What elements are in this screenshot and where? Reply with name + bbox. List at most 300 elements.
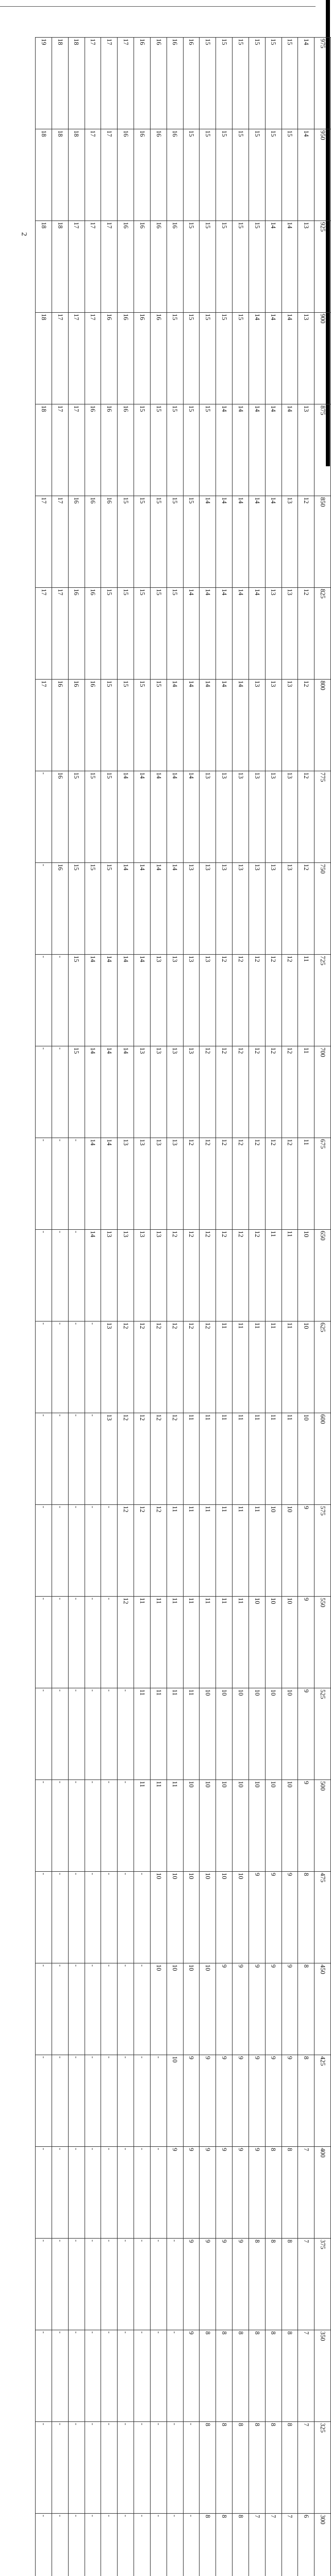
- value-cell: 9: [265, 2055, 282, 2147]
- value-cell: 17: [52, 404, 68, 496]
- row-label-cell: 525: [315, 1688, 331, 1780]
- value-cell: 11: [200, 1505, 216, 1597]
- value-cell: 10: [298, 1230, 315, 1321]
- value-cell: 16: [150, 38, 167, 129]
- value-cell: -: [52, 1230, 68, 1321]
- value-cell: 9: [233, 2055, 249, 2147]
- value-cell: 11: [200, 1413, 216, 1505]
- value-cell: 16: [52, 771, 68, 863]
- value-cell: 14: [249, 404, 265, 496]
- value-cell: 15: [68, 771, 85, 863]
- value-cell: -: [85, 2514, 101, 2576]
- value-cell: 12: [216, 1138, 233, 1230]
- value-cell: 7: [298, 2239, 315, 2330]
- value-cell: 13: [282, 771, 298, 863]
- value-cell: 14: [183, 680, 200, 771]
- value-cell: -: [52, 1413, 68, 1505]
- value-cell: 9: [298, 1505, 315, 1597]
- value-cell: 12: [200, 1138, 216, 1230]
- value-cell: 14: [265, 496, 282, 588]
- value-cell: 8: [265, 2239, 282, 2330]
- value-cell: 10: [282, 1505, 298, 1597]
- value-cell: 14: [183, 771, 200, 863]
- value-cell: -: [68, 1780, 85, 1872]
- value-cell: -: [150, 2422, 167, 2514]
- value-cell: 14: [282, 404, 298, 496]
- value-cell: 8: [298, 2055, 315, 2147]
- value-cell: 11: [298, 1138, 315, 1230]
- value-cell: 15: [200, 129, 216, 221]
- value-cell: 16: [85, 680, 101, 771]
- value-cell: -: [134, 2055, 151, 2147]
- value-cell: -: [36, 1688, 52, 1780]
- row-label-cell: 900: [315, 313, 331, 404]
- value-cell: -: [167, 2239, 183, 2330]
- value-cell: 18: [36, 404, 52, 496]
- value-cell: 12: [249, 955, 265, 1046]
- value-cell: 10: [298, 1321, 315, 1413]
- value-cell: 11: [183, 1505, 200, 1597]
- value-cell: 8: [216, 2422, 233, 2514]
- value-cell: 11: [150, 1780, 167, 1872]
- value-cell: 14: [118, 771, 134, 863]
- value-cell: 15: [249, 221, 265, 313]
- value-cell: 11: [282, 1230, 298, 1321]
- value-cell: -: [68, 1597, 85, 1688]
- row-label-cell: 775: [315, 771, 331, 863]
- value-cell: -: [85, 1780, 101, 1872]
- value-cell: 10: [200, 1688, 216, 1780]
- value-cell: 12: [282, 1138, 298, 1230]
- value-cell: -: [68, 2514, 85, 2576]
- value-cell: 15: [101, 588, 118, 680]
- value-cell: 11: [150, 1688, 167, 1780]
- value-cell: 15: [216, 38, 233, 129]
- value-cell: 9: [216, 2055, 233, 2147]
- value-cell: 17: [36, 588, 52, 680]
- data-table: [35, 37, 331, 2576]
- value-cell: 15: [85, 771, 101, 863]
- value-cell: -: [118, 1780, 134, 1872]
- value-cell: -: [36, 2239, 52, 2330]
- value-cell: 13: [249, 771, 265, 863]
- value-cell: 16: [68, 496, 85, 588]
- value-cell: 16: [167, 38, 183, 129]
- value-cell: -: [85, 2422, 101, 2514]
- value-cell: -: [52, 955, 68, 1046]
- table-column-5: [233, 38, 249, 2576]
- table-column-8: [183, 38, 200, 2576]
- value-cell: 15: [249, 129, 265, 221]
- value-cell: -: [36, 1505, 52, 1597]
- table-column-14: [85, 38, 101, 2576]
- value-cell: 11: [265, 1230, 282, 1321]
- value-cell: 17: [68, 404, 85, 496]
- row-label-cell: 400: [315, 2147, 331, 2239]
- value-cell: 12: [249, 1138, 265, 1230]
- value-cell: 12: [118, 1413, 134, 1505]
- value-cell: 9: [282, 1963, 298, 2055]
- row-label-cell: 600: [315, 1413, 331, 1505]
- value-cell: 11: [265, 1413, 282, 1505]
- value-cell: 10: [265, 1505, 282, 1597]
- table-column-6: [216, 38, 233, 2576]
- value-cell: -: [118, 2422, 134, 2514]
- value-cell: 10: [282, 1780, 298, 1872]
- value-cell: 18: [36, 129, 52, 221]
- value-cell: 14: [101, 955, 118, 1046]
- value-cell: 11: [233, 1597, 249, 1688]
- value-cell: 8: [282, 2239, 298, 2330]
- value-cell: 19: [36, 38, 52, 129]
- value-cell: 12: [118, 1321, 134, 1413]
- value-cell: -: [101, 2330, 118, 2422]
- row-label-cell: 675: [315, 1138, 331, 1230]
- value-cell: 15: [118, 588, 134, 680]
- value-cell: 8: [200, 2330, 216, 2422]
- value-cell: 12: [167, 1230, 183, 1321]
- value-cell: 14: [233, 680, 249, 771]
- value-cell: -: [118, 1872, 134, 1963]
- value-cell: -: [101, 1505, 118, 1597]
- value-cell: 11: [183, 1597, 200, 1688]
- value-cell: 13: [150, 1138, 167, 1230]
- value-cell: 10: [216, 1780, 233, 1872]
- value-cell: 13: [134, 1138, 151, 1230]
- value-cell: 14: [150, 771, 167, 863]
- value-cell: -: [36, 1872, 52, 1963]
- table-body: [36, 38, 331, 2576]
- value-cell: 12: [134, 1505, 151, 1597]
- value-cell: 9: [216, 1963, 233, 2055]
- value-cell: -: [52, 1597, 68, 1688]
- value-cell: 8: [216, 2330, 233, 2422]
- value-cell: 7: [298, 2330, 315, 2422]
- value-cell: 11: [265, 1321, 282, 1413]
- value-cell: 10: [167, 1872, 183, 1963]
- value-cell: -: [101, 1597, 118, 1688]
- value-cell: 12: [249, 1046, 265, 1138]
- value-cell: 14: [265, 221, 282, 313]
- value-cell: 12: [298, 680, 315, 771]
- value-cell: 14: [118, 863, 134, 955]
- value-cell: 17: [85, 129, 101, 221]
- value-cell: 13: [265, 863, 282, 955]
- value-cell: 11: [216, 1597, 233, 1688]
- value-cell: 17: [101, 129, 118, 221]
- value-cell: 13: [282, 863, 298, 955]
- value-cell: 13: [167, 1046, 183, 1138]
- value-cell: 9: [233, 2147, 249, 2239]
- value-cell: 15: [233, 38, 249, 129]
- value-cell: 17: [85, 221, 101, 313]
- value-cell: -: [134, 2147, 151, 2239]
- value-cell: 14: [134, 771, 151, 863]
- value-cell: 17: [36, 496, 52, 588]
- value-cell: 13: [101, 1321, 118, 1413]
- value-cell: 16: [85, 404, 101, 496]
- value-cell: 16: [52, 680, 68, 771]
- value-cell: 9: [233, 2239, 249, 2330]
- value-cell: 9: [298, 1688, 315, 1780]
- value-cell: 11: [233, 1505, 249, 1597]
- value-cell: 17: [52, 313, 68, 404]
- value-cell: 14: [101, 1138, 118, 1230]
- value-cell: 10: [265, 1780, 282, 1872]
- value-cell: 13: [265, 680, 282, 771]
- value-cell: 16: [167, 221, 183, 313]
- value-cell: 11: [167, 1780, 183, 1872]
- value-cell: 15: [233, 221, 249, 313]
- value-cell: 10: [249, 1780, 265, 1872]
- value-cell: 7: [249, 2514, 265, 2576]
- value-cell: 14: [233, 588, 249, 680]
- row-label-cell: 500: [315, 1780, 331, 1872]
- row-label-cell: 725: [315, 955, 331, 1046]
- value-cell: 12: [150, 1505, 167, 1597]
- table-column-7: [200, 38, 216, 2576]
- value-cell: 9: [249, 1963, 265, 2055]
- row-label-cell: 925: [315, 221, 331, 313]
- top-rule: [0, 6, 316, 7]
- value-cell: 15: [216, 129, 233, 221]
- value-cell: 16: [118, 404, 134, 496]
- value-cell: 14: [216, 588, 233, 680]
- value-cell: 10: [183, 1872, 200, 1963]
- value-cell: 16: [134, 221, 151, 313]
- value-cell: 15: [118, 496, 134, 588]
- value-cell: 11: [167, 1688, 183, 1780]
- value-cell: 16: [183, 38, 200, 129]
- value-cell: -: [101, 1963, 118, 2055]
- value-cell: 12: [118, 1597, 134, 1688]
- value-cell: 14: [249, 588, 265, 680]
- value-cell: -: [52, 1780, 68, 1872]
- row-label-cell: 875: [315, 404, 331, 496]
- value-cell: 15: [265, 129, 282, 221]
- value-cell: 9: [249, 2055, 265, 2147]
- value-cell: -: [150, 2147, 167, 2239]
- value-cell: 11: [282, 1321, 298, 1413]
- value-cell: 15: [150, 404, 167, 496]
- value-cell: -: [52, 1963, 68, 2055]
- value-cell: 13: [265, 588, 282, 680]
- value-cell: -: [101, 2055, 118, 2147]
- value-cell: -: [85, 1688, 101, 1780]
- value-cell: 10: [216, 1688, 233, 1780]
- table-column-1: [298, 38, 315, 2576]
- value-cell: 8: [265, 2422, 282, 2514]
- value-cell: 14: [249, 496, 265, 588]
- value-cell: 15: [183, 496, 200, 588]
- value-cell: 15: [183, 404, 200, 496]
- value-cell: 11: [298, 955, 315, 1046]
- value-cell: 13: [216, 863, 233, 955]
- value-cell: 16: [85, 588, 101, 680]
- value-cell: -: [68, 1230, 85, 1321]
- value-cell: 15: [150, 588, 167, 680]
- value-cell: 15: [233, 129, 249, 221]
- value-cell: 12: [233, 1138, 249, 1230]
- value-cell: -: [85, 2330, 101, 2422]
- value-cell: 9: [167, 2147, 183, 2239]
- value-cell: 13: [249, 680, 265, 771]
- value-cell: 10: [150, 1963, 167, 2055]
- value-cell: 12: [233, 955, 249, 1046]
- value-cell: 14: [200, 588, 216, 680]
- value-cell: 8: [265, 2147, 282, 2239]
- row-label-cell: 800: [315, 680, 331, 771]
- value-cell: 14: [200, 680, 216, 771]
- value-cell: -: [150, 2330, 167, 2422]
- value-cell: 16: [52, 863, 68, 955]
- value-cell: -: [36, 1321, 52, 1413]
- value-cell: -: [101, 2239, 118, 2330]
- value-cell: 15: [282, 129, 298, 221]
- value-cell: -: [85, 2055, 101, 2147]
- value-cell: 15: [167, 313, 183, 404]
- value-cell: 11: [150, 1597, 167, 1688]
- value-cell: -: [118, 2330, 134, 2422]
- value-cell: 17: [101, 38, 118, 129]
- row-label-cell: 325: [315, 2422, 331, 2514]
- value-cell: -: [134, 2239, 151, 2330]
- value-cell: -: [68, 2147, 85, 2239]
- value-cell: -: [36, 2514, 52, 2576]
- value-cell: 13: [183, 955, 200, 1046]
- value-cell: 16: [150, 221, 167, 313]
- row-label-cell: 975: [315, 38, 331, 129]
- value-cell: 14: [216, 404, 233, 496]
- value-cell: 14: [265, 313, 282, 404]
- value-cell: -: [134, 2422, 151, 2514]
- value-cell: 8: [200, 2422, 216, 2514]
- value-cell: -: [36, 1046, 52, 1138]
- value-cell: 14: [216, 680, 233, 771]
- value-cell: 10: [233, 1688, 249, 1780]
- value-cell: 7: [298, 2422, 315, 2514]
- value-cell: 10: [265, 1688, 282, 1780]
- table-column-13: [101, 38, 118, 2576]
- value-cell: 17: [52, 496, 68, 588]
- value-cell: 15: [68, 955, 85, 1046]
- value-cell: 15: [150, 496, 167, 588]
- value-cell: 10: [216, 1872, 233, 1963]
- value-cell: -: [36, 2055, 52, 2147]
- value-cell: 15: [233, 313, 249, 404]
- value-cell: 13: [200, 863, 216, 955]
- value-cell: 12: [265, 1046, 282, 1138]
- row-label-cell: 700: [315, 1046, 331, 1138]
- value-cell: 12: [200, 1230, 216, 1321]
- value-cell: -: [36, 2330, 52, 2422]
- value-cell: -: [52, 2147, 68, 2239]
- value-cell: 14: [118, 1046, 134, 1138]
- row-label-cell: 375: [315, 2239, 331, 2330]
- value-cell: -: [118, 2147, 134, 2239]
- value-cell: -: [134, 1963, 151, 2055]
- value-cell: 14: [249, 313, 265, 404]
- table-column-4: [249, 38, 265, 2576]
- value-cell: 12: [233, 1230, 249, 1321]
- value-cell: 15: [183, 313, 200, 404]
- value-cell: 16: [85, 496, 101, 588]
- table-column-2: [282, 38, 298, 2576]
- value-cell: 7: [298, 2147, 315, 2239]
- value-cell: 10: [167, 2055, 183, 2147]
- value-cell: 10: [282, 1597, 298, 1688]
- value-cell: 17: [68, 221, 85, 313]
- value-cell: 8: [282, 2422, 298, 2514]
- value-cell: 13: [150, 1230, 167, 1321]
- value-cell: 15: [134, 496, 151, 588]
- value-cell: 8: [200, 2514, 216, 2576]
- value-cell: -: [85, 1597, 101, 1688]
- value-cell: 16: [68, 680, 85, 771]
- value-cell: -: [36, 2147, 52, 2239]
- value-cell: 14: [85, 955, 101, 1046]
- value-cell: 12: [265, 955, 282, 1046]
- value-cell: -: [68, 1138, 85, 1230]
- value-cell: 13: [101, 1230, 118, 1321]
- value-cell: 16: [68, 588, 85, 680]
- value-cell: 17: [68, 313, 85, 404]
- value-cell: 12: [216, 1046, 233, 1138]
- value-cell: 13: [265, 771, 282, 863]
- value-cell: 13: [183, 1046, 200, 1138]
- value-cell: 14: [134, 863, 151, 955]
- value-cell: 14: [233, 496, 249, 588]
- value-cell: 13: [282, 588, 298, 680]
- value-cell: 15: [200, 313, 216, 404]
- value-cell: 13: [101, 1413, 118, 1505]
- value-cell: 10: [282, 1688, 298, 1780]
- value-cell: 12: [150, 1413, 167, 1505]
- value-cell: 12: [183, 1321, 200, 1413]
- value-cell: 15: [265, 38, 282, 129]
- value-cell: 13: [216, 771, 233, 863]
- value-cell: 11: [183, 1413, 200, 1505]
- value-cell: 16: [118, 129, 134, 221]
- value-cell: 10: [150, 1872, 167, 1963]
- table-column-9: [167, 38, 183, 2576]
- value-cell: -: [36, 771, 52, 863]
- value-cell: 9: [282, 2055, 298, 2147]
- value-cell: -: [68, 1688, 85, 1780]
- value-cell: 11: [249, 1413, 265, 1505]
- value-cell: 11: [233, 1413, 249, 1505]
- value-cell: 15: [68, 1046, 85, 1138]
- value-cell: 14: [298, 129, 315, 221]
- value-cell: -: [101, 2422, 118, 2514]
- value-cell: 12: [183, 1230, 200, 1321]
- value-cell: 15: [85, 863, 101, 955]
- value-cell: 13: [134, 1230, 151, 1321]
- value-cell: -: [36, 2422, 52, 2514]
- value-cell: 11: [298, 1046, 315, 1138]
- value-cell: 8: [265, 2330, 282, 2422]
- value-cell: -: [68, 2239, 85, 2330]
- value-cell: 9: [216, 2239, 233, 2330]
- value-cell: 15: [68, 863, 85, 955]
- value-cell: -: [68, 1963, 85, 2055]
- row-label-cell: 425: [315, 2055, 331, 2147]
- row-label-cell: 650: [315, 1230, 331, 1321]
- value-cell: 15: [101, 771, 118, 863]
- value-cell: 15: [200, 404, 216, 496]
- value-cell: 12: [118, 1505, 134, 1597]
- value-cell: 16: [101, 313, 118, 404]
